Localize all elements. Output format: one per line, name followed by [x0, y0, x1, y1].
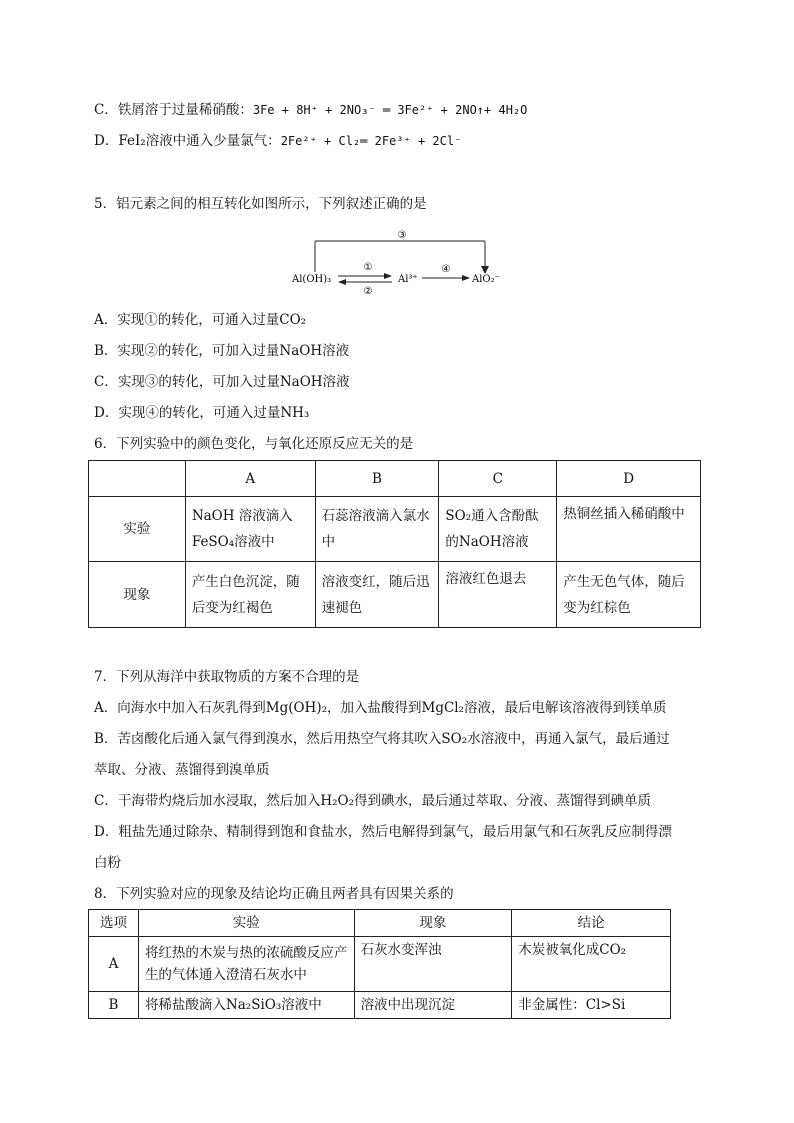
q8-header: 结论: [512, 910, 671, 937]
q4-option-c-equation: 3Fe + 8H⁺ + 2NO₃⁻ ═ 3Fe²⁺ + 2NO↑+ 4H₂O: [252, 103, 528, 117]
q8-conclusion: 非金属性：Cl>Si: [512, 992, 671, 1019]
q4-option-c: [94, 101, 527, 119]
q6-cell: 石蕊溶液滴入氯水中: [315, 497, 439, 562]
q5-option-b: B．实现②的转化，可加入过量NaOH溶液: [94, 343, 350, 359]
q7-line: 萃取、分液、蒸馏得到溴单质: [94, 762, 270, 778]
q7-line: 白粉: [94, 855, 121, 871]
q6-cell: 溶液变红，随后迅速褪色: [315, 562, 439, 628]
q8-experiment: 将稀盐酸滴入Na₂SiO₃溶液中: [138, 992, 354, 1019]
q7-line: A．向海水中加入石灰乳得到Mg(OH)₂，加入盐酸得到MgCl₂溶液，最后电解该溶液得到镁单质: [94, 700, 667, 716]
q6-cell: NaOH 溶液滴入FeSO₄溶液中: [185, 497, 315, 562]
q5-option-a: A．实现①的转化，可通入过量CO₂: [94, 312, 307, 328]
q6-stem: 6．下列实验中的颜色变化，与氧化还原反应无关的是: [94, 436, 414, 452]
arrow1-head: [384, 273, 392, 279]
q6-header-b: B: [315, 461, 439, 497]
q8-row-b: [89, 992, 671, 1019]
q4-option-d-equation: 2Fe²⁺ + Cl₂═ 2Fe³⁺ + 2Cl⁻: [280, 134, 462, 148]
q8-row-a: [89, 937, 671, 992]
label-4: ④: [441, 264, 451, 275]
q6-header-blank: [89, 461, 186, 497]
q5-option-c: C．实现③的转化，可加入过量NaOH溶液: [94, 374, 350, 390]
q8-experiment: 将红热的木炭与热的浓硫酸反应产生的气体通入澄清石灰水中: [138, 937, 354, 992]
q4-option-d-label: D．FeI₂溶液中通入少量氯气：: [94, 133, 281, 149]
label-2: ②: [363, 286, 373, 296]
q6-cell: 热铜丝插入稀硝酸中: [557, 497, 701, 562]
q6-header-d: D: [557, 461, 701, 497]
q6-header-a: A: [185, 461, 315, 497]
arrow2-head: [338, 279, 346, 285]
q6-cell: 产生无色气体，随后变为红棕色: [557, 562, 701, 628]
q8-header: 实验: [138, 910, 354, 937]
q8-option: A: [89, 937, 139, 992]
q8-header: 选项: [89, 910, 139, 937]
q7-line: C．干海带灼烧后加水浸取，然后加入H₂O₂得到碘水，最后通过萃取、分液、蒸馏得到碘单质: [94, 793, 651, 809]
q6-cell: 产生白色沉淀，随后变为红褐色: [185, 562, 315, 628]
species-al3plus: Al³⁺: [398, 274, 418, 285]
q4-option-c-label: C．铁屑溶于过量稀硝酸：: [94, 102, 253, 118]
q6-row-experiment: [89, 497, 701, 562]
q8-table: [88, 909, 671, 1019]
q6-row-label: 实验: [89, 497, 186, 562]
q8-option: B: [89, 992, 139, 1019]
q6-header-c: C: [439, 461, 557, 497]
q6-cell: 溶液红色退去: [439, 562, 557, 628]
q8-phenomenon: 石灰水变浑浊: [354, 937, 512, 992]
q5-option-d: D．实现④的转化，可通入过量NH₃: [94, 405, 310, 421]
q5-conversion-diagram: [280, 224, 510, 296]
q6-header-row: [89, 461, 701, 497]
q6-table: [88, 460, 701, 628]
q8-header-row: [89, 910, 671, 937]
q8-phenomenon: 溶液中出现沉淀: [354, 992, 512, 1019]
q8-stem: 8．下列实验对应的现象及结论均正确且两者具有因果关系的: [94, 886, 454, 902]
species-aloh3: Al(OH)₃: [292, 274, 332, 285]
arrow3-head: [481, 266, 489, 274]
q7-line: D．粗盐先通过除杂、精制得到饱和食盐水，然后电解得到氯气，最后用氯气和石灰乳反应制得漂: [94, 824, 672, 840]
arrow4-head: [462, 275, 470, 281]
q8-header: 现象: [354, 910, 512, 937]
q7-line: B．苦卤酸化后通入氯气得到溴水，然后用热空气将其吹入SO₂水溶液中，再通入氯气，最后通过: [94, 731, 670, 747]
species-alo2minus: AlO₂⁻: [472, 274, 500, 285]
q7-stem: 7．下列从海洋中获取物质的方案不合理的是: [94, 669, 360, 685]
q4-option-d: [94, 132, 461, 150]
q6-row-phenomenon: [89, 562, 701, 628]
label-3: ③: [397, 230, 407, 241]
q6-row-label: 现象: [89, 562, 186, 628]
q8-conclusion: 木炭被氧化成CO₂: [512, 937, 671, 992]
q5-stem: 5．铝元素之间的相互转化如图所示，下列叙述正确的是: [94, 196, 427, 212]
q6-cell: SO₂通入含酚酞的NaOH溶液: [439, 497, 557, 562]
label-1: ①: [363, 262, 373, 273]
